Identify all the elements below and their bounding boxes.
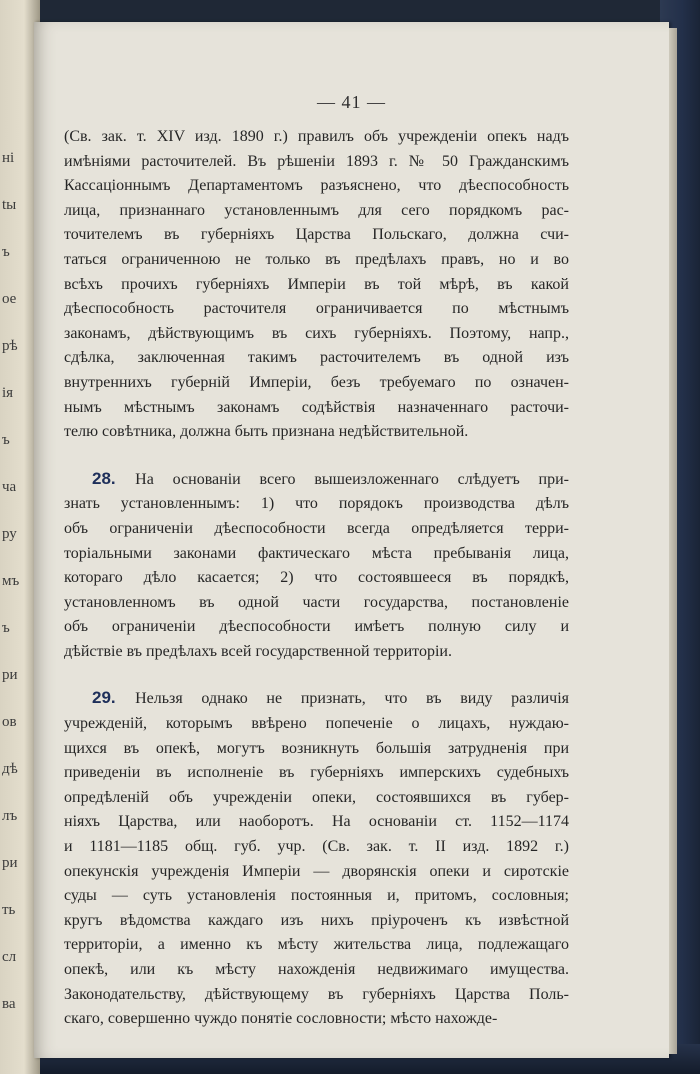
text-line (64, 761, 569, 786)
text-line (64, 786, 569, 811)
text-line (64, 810, 569, 835)
text-line (64, 712, 569, 737)
previous-page-fragment: лъ (2, 808, 18, 824)
previous-page-fragment: ри (2, 667, 18, 683)
line-text: кругъ вѣдомства каждаго изъ нихъ пріуроченъ къ извѣстной (64, 911, 569, 929)
page-body (64, 125, 569, 1032)
line-text: скаго, совершенно чуждо понятіе сословности; мѣсто нахожде- (64, 1010, 498, 1028)
line-text: телю совѣтника, должна быть признана недѣйствительной. (64, 423, 469, 441)
text-line (64, 983, 569, 1008)
text-line (64, 346, 569, 371)
previous-page-fragment: ть (2, 902, 16, 918)
text-line (64, 615, 569, 640)
text-line (64, 467, 569, 493)
text-line (64, 1007, 569, 1032)
text-line (64, 199, 569, 224)
text-line (64, 737, 569, 762)
text-line (64, 591, 569, 616)
text-line (64, 542, 569, 567)
text-line (64, 150, 569, 175)
line-text: дѣйствіе въ предѣлахъ всей государственной территоріи. (64, 642, 452, 660)
paragraph-number: 29. (92, 688, 136, 708)
book-page (34, 22, 669, 1058)
previous-page-fragment: мъ (2, 573, 20, 589)
line-text: объ ограниченіи дѣеспособности имѣетъ полную силу и (64, 618, 569, 636)
text-line (64, 174, 569, 199)
text-line (64, 322, 569, 347)
line-text: опекунскія учрежденія Имперіи — дворянскія опеки и сиротскіе (64, 862, 569, 880)
line-text: учрежденій, которымъ ввѣрено попеченіе о лицахъ, нуждаю- (64, 715, 569, 733)
line-text: таться ограниченною не только въ предѣлахъ правъ, но и во (64, 250, 569, 268)
line-text: законамъ, дѣйствующимъ въ сихъ губерніяхъ. Поэтому, напр., (64, 324, 569, 342)
line-text: Нельзя однако не признать, что въ виду различія (135, 690, 570, 708)
line-text: лица, признаннаго установленнымъ для сего порядкомъ рас- (64, 201, 569, 219)
previous-page-fragment: ри (2, 855, 18, 871)
line-text: и 1181—1185 общ. губ. учр. (Св. зак. т. II изд. 1892 г.) (64, 838, 569, 856)
text-line (64, 933, 569, 958)
previous-page-fragment: ъ (2, 244, 10, 260)
text-line (64, 492, 569, 517)
text-line (64, 835, 569, 860)
line-text: территоріи, а именно къ мѣсту жительства лица, подлежащаго (64, 936, 569, 954)
previous-page-fragment: ія (2, 385, 14, 401)
previous-page-fragment: ъ (2, 432, 10, 448)
text-line (64, 297, 569, 322)
line-text: приведеніи въ исполненіе въ губерніяхъ имперскихъ судебныхъ (64, 764, 569, 782)
line-text: котораго дѣло касается; 2) что состоявшееся въ порядкѣ, (64, 569, 569, 587)
text-line (64, 860, 569, 885)
text-line (64, 223, 569, 248)
previous-page-fragment: ні (2, 150, 15, 166)
line-text: ніяхъ Царства, или наоборотъ. На основаніи ст. 1152—1174 (64, 813, 569, 831)
line-text: дѣеспособность расточителя ограничивается по мѣстнымъ (64, 300, 569, 318)
line-text: (Св. зак. т. XIV изд. 1890 г.) правилъ объ учрежденіи опекъ надъ (64, 128, 569, 145)
text-line (64, 273, 569, 298)
line-text: На основаніи всего вышеизложеннаго слѣдуетъ при- (135, 470, 570, 488)
page-number: — 41 — (317, 92, 386, 112)
line-text: торіальными законами фактическаго мѣста пребыванія лица, (64, 544, 569, 562)
text-line (64, 909, 569, 934)
line-text: внутреннихъ губерній Имперіи, безъ требуемаго по означен- (64, 373, 569, 391)
text-line (64, 958, 569, 983)
previous-page-fragment: ва (2, 996, 16, 1012)
previous-page-fragment: сл (2, 949, 17, 965)
text-line (64, 686, 569, 712)
previous-page-fragment: tы (2, 197, 17, 213)
text-line (64, 396, 569, 421)
text-line (64, 248, 569, 273)
line-text: всѣхъ прочихъ губерніяхъ Имперіи въ той мѣрѣ, въ какой (64, 275, 569, 293)
paragraph-number: 28. (92, 468, 136, 488)
line-text: опредѣленій объ учрежденіи опеки, состоявшихся въ губер- (64, 788, 569, 806)
previous-page-fragment: ру (2, 526, 17, 542)
paragraph-29 (64, 686, 569, 1031)
line-text: установленномъ въ одной части государства, постановленіе (64, 593, 569, 611)
previous-page-fragment: ов (2, 714, 17, 730)
line-text: точителемъ въ губерніяхъ Царства Польскаго, должна счи- (64, 226, 569, 244)
line-text: объ ограниченіи дѣеспособности всегда опредѣляется терри- (64, 519, 569, 537)
text-line (64, 640, 569, 665)
line-text: нымъ мѣстнымъ законамъ содѣйствія назначеннаго расточи- (64, 398, 569, 416)
line-text: Кассаціоннымъ Департаментомъ разъяснено, что дѣеспособность (64, 177, 569, 195)
line-text: опекѣ, или къ мѣсту нахожденія недвижимаго имущества. (64, 961, 569, 978)
paragraph-28 (64, 467, 569, 665)
previous-page-fragment: ъ (2, 620, 10, 636)
text-line (64, 420, 569, 445)
paragraph-continued (64, 125, 569, 445)
line-text: суды — суть установленія постоянныя и, притомъ, сословныя; (64, 887, 569, 905)
text-line (64, 125, 569, 150)
page-edge (669, 28, 677, 1054)
line-text: щихся въ опекѣ, могутъ возникнуть большія затрудненія при (64, 739, 569, 757)
line-text: знать установленнымъ: 1) что порядокъ производства дѣлъ (64, 495, 569, 513)
previous-page-fragment: дѣ (2, 761, 18, 777)
text-line (64, 566, 569, 591)
text-line (64, 517, 569, 542)
previous-page-fragment: рѣ (2, 338, 18, 354)
line-text: Законодательству, дѣйствующему въ губерніяхъ Царства Поль- (64, 985, 569, 1003)
previous-page-fragment: ое (2, 291, 17, 307)
text-line (64, 884, 569, 909)
line-text: имѣніями расточителей. Въ рѣшеніи 1893 г. № 50 Гражданскимъ (64, 152, 569, 170)
previous-page-fragment: ча (2, 479, 17, 495)
line-text: сдѣлка, заключенная такимъ расточителемъ въ одной изъ (64, 349, 569, 367)
text-line (64, 371, 569, 396)
